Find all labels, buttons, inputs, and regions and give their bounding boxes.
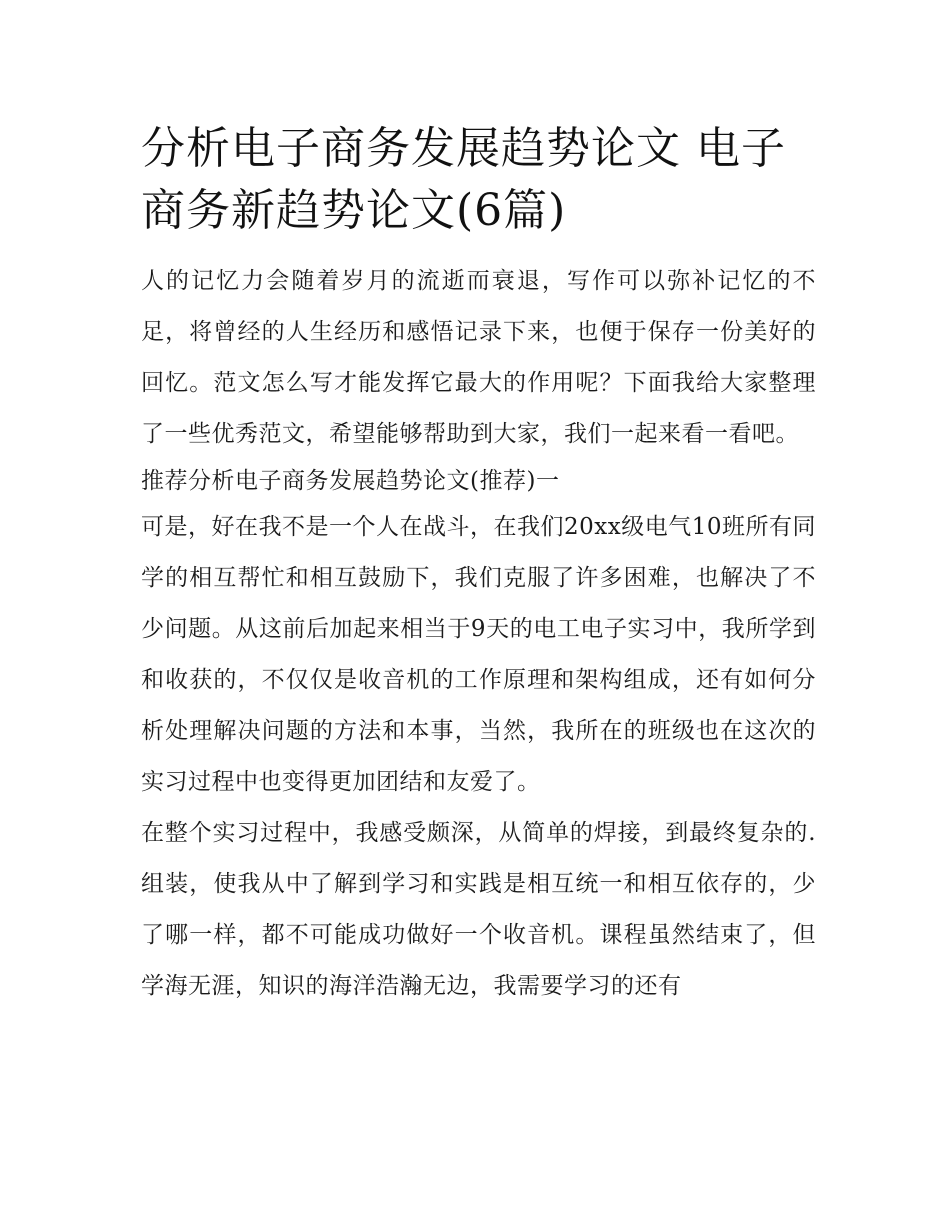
section-heading: 推荐分析电子商务发展趋势论文(推荐)一 [141, 468, 560, 494]
body-paragraph: 可是，好在我不是一个人在战斗，在我们20xx级电气10班所有同学的相互帮忙和相互鼓励下，我们克服了许多困难，也解决了不少问题。从这前后加起来相当于9天的电工电子实习中，我所学到和收获的，不仅仅是收音机的工作原理和架构组成，还有如何分析处理解决问题的方法和本事，当然，我所在的班级也在这次的实习过程中也变得更加团结和友爱了。 [141, 514, 816, 795]
intro-paragraph: 人的记忆力会随着岁月的流逝而衰退，写作可以弥补记忆的不足，将曾经的人生经历和感悟记录下来，也便于保存一份美好的回忆。范文怎么写才能发挥它最大的作用呢？下面我给大家整理了一些优秀范文，希望能够帮助到大家，我们一起来看一看吧。 [141, 268, 816, 447]
document-title: 分析电子商务发展趋势论文 电子商务新趋势论文(6篇) [141, 123, 786, 236]
body-paragraph: 在整个实习过程中，我感受颇深，从简单的焊接，到最终复杂的.组装，使我从中了解到学习和实践是相互统一和相互依存的，少了哪一样，都不可能成功做好一个收音机。课程虽然结束了，但学海无涯，知识的海洋浩瀚无边，我需要学习的还有 [141, 820, 816, 999]
document-body [141, 118, 816, 1012]
